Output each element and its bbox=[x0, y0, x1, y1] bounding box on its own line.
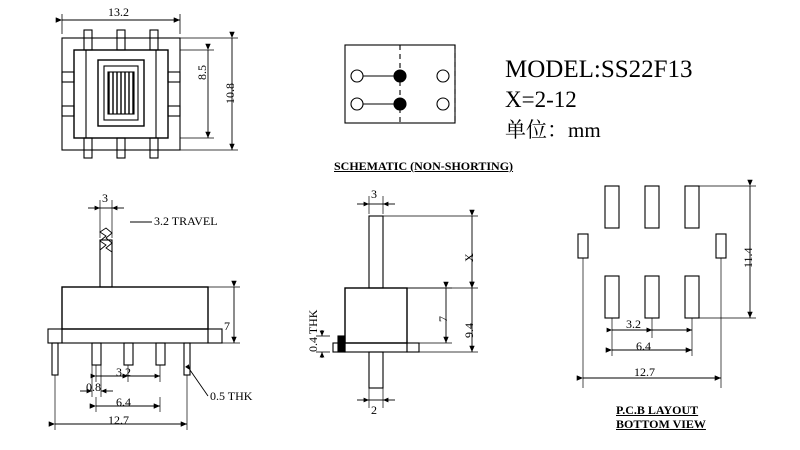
view-schematic bbox=[345, 45, 455, 123]
units-label: 单位：mm bbox=[505, 118, 601, 142]
model-label: MODEL:SS22F13 bbox=[505, 56, 693, 83]
dim-front-pin-span: 6.4 bbox=[116, 395, 131, 409]
dim-front-actuator-width: 3 bbox=[102, 191, 108, 205]
dim-side-plate-thk: 0.4 THK bbox=[306, 309, 320, 352]
dim-pcb-height: 11.4 bbox=[741, 247, 755, 268]
dim-pcb-pad-pitch: 3.2 bbox=[626, 317, 641, 331]
dim-top-overall-height: 10.8 bbox=[223, 83, 237, 104]
dim-front-travel: 3.2 TRAVEL bbox=[154, 214, 218, 228]
dim-side-body-height: 7 bbox=[436, 316, 450, 322]
dim-front-overall-width: 12.7 bbox=[108, 413, 129, 427]
view-top bbox=[62, 14, 238, 158]
dim-top-width: 13.2 bbox=[108, 5, 129, 19]
view-side bbox=[316, 196, 478, 408]
pcb-caption-line1: P.C.B LAYOUT bbox=[616, 403, 699, 417]
dim-front-body-height: 7 bbox=[224, 319, 230, 333]
dim-side-x: X bbox=[462, 253, 476, 262]
dim-front-pin-width: 0.8 bbox=[86, 380, 101, 394]
dim-front-pin-pitch: 3.2 bbox=[116, 365, 131, 379]
dim-side-actuator-width: 3 bbox=[371, 187, 377, 201]
dim-pcb-pad-span: 6.4 bbox=[636, 339, 651, 353]
dim-side-overall-height: 9.4 bbox=[462, 323, 476, 338]
dim-side-pin-width: 2 bbox=[371, 403, 377, 417]
dim-pcb-overall-width: 12.7 bbox=[634, 365, 655, 379]
view-pcb-layout bbox=[578, 186, 756, 388]
x-range-label: X=2-12 bbox=[505, 87, 577, 112]
dim-front-pin-thk: 0.5 THK bbox=[210, 389, 253, 403]
schematic-caption: SCHEMATIC (NON-SHORTING) bbox=[334, 159, 514, 173]
dim-top-body-height: 8.5 bbox=[195, 65, 209, 80]
pcb-caption-line2: BOTTOM VIEW bbox=[616, 417, 706, 431]
